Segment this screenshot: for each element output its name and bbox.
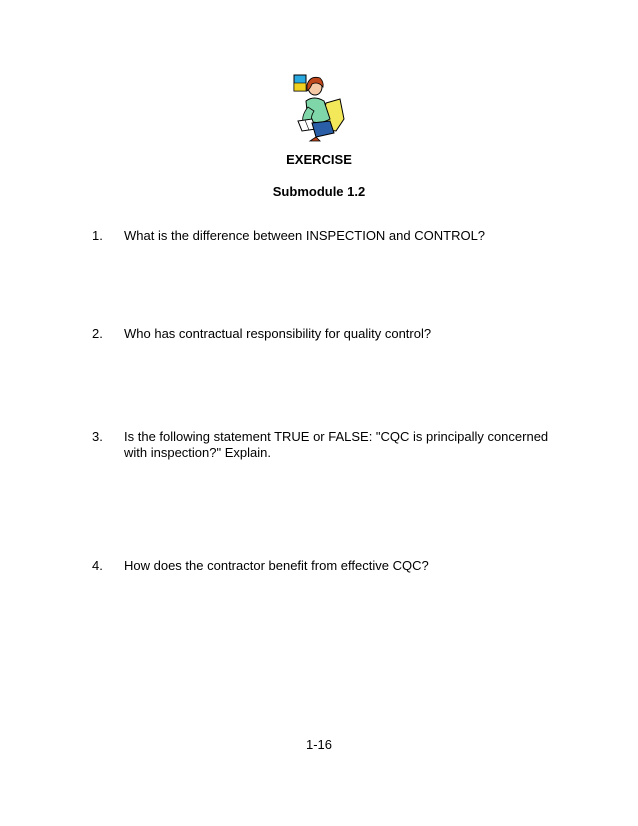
question-text: Is the following statement TRUE or FALSE: "CQC is principally concerned with inspection?" Explain. bbox=[124, 429, 549, 460]
question-text: How does the contractor benefit from effective CQC? bbox=[124, 558, 429, 573]
question-number: 2. bbox=[92, 326, 103, 341]
question-text: What is the difference between INSPECTION and CONTROL? bbox=[124, 228, 486, 243]
question-number: 3. bbox=[92, 429, 103, 444]
question-text: Who has contractual responsibility for quality control? bbox=[124, 326, 432, 341]
submodule-subtitle: Submodule 1.2 bbox=[272, 184, 366, 199]
person-reading-clipart-icon bbox=[290, 73, 346, 145]
page-number: 1-16 bbox=[305, 737, 333, 752]
exercise-title: EXERCISE bbox=[286, 152, 352, 167]
question-number: 1. bbox=[92, 228, 103, 243]
question-number: 4. bbox=[92, 558, 103, 573]
